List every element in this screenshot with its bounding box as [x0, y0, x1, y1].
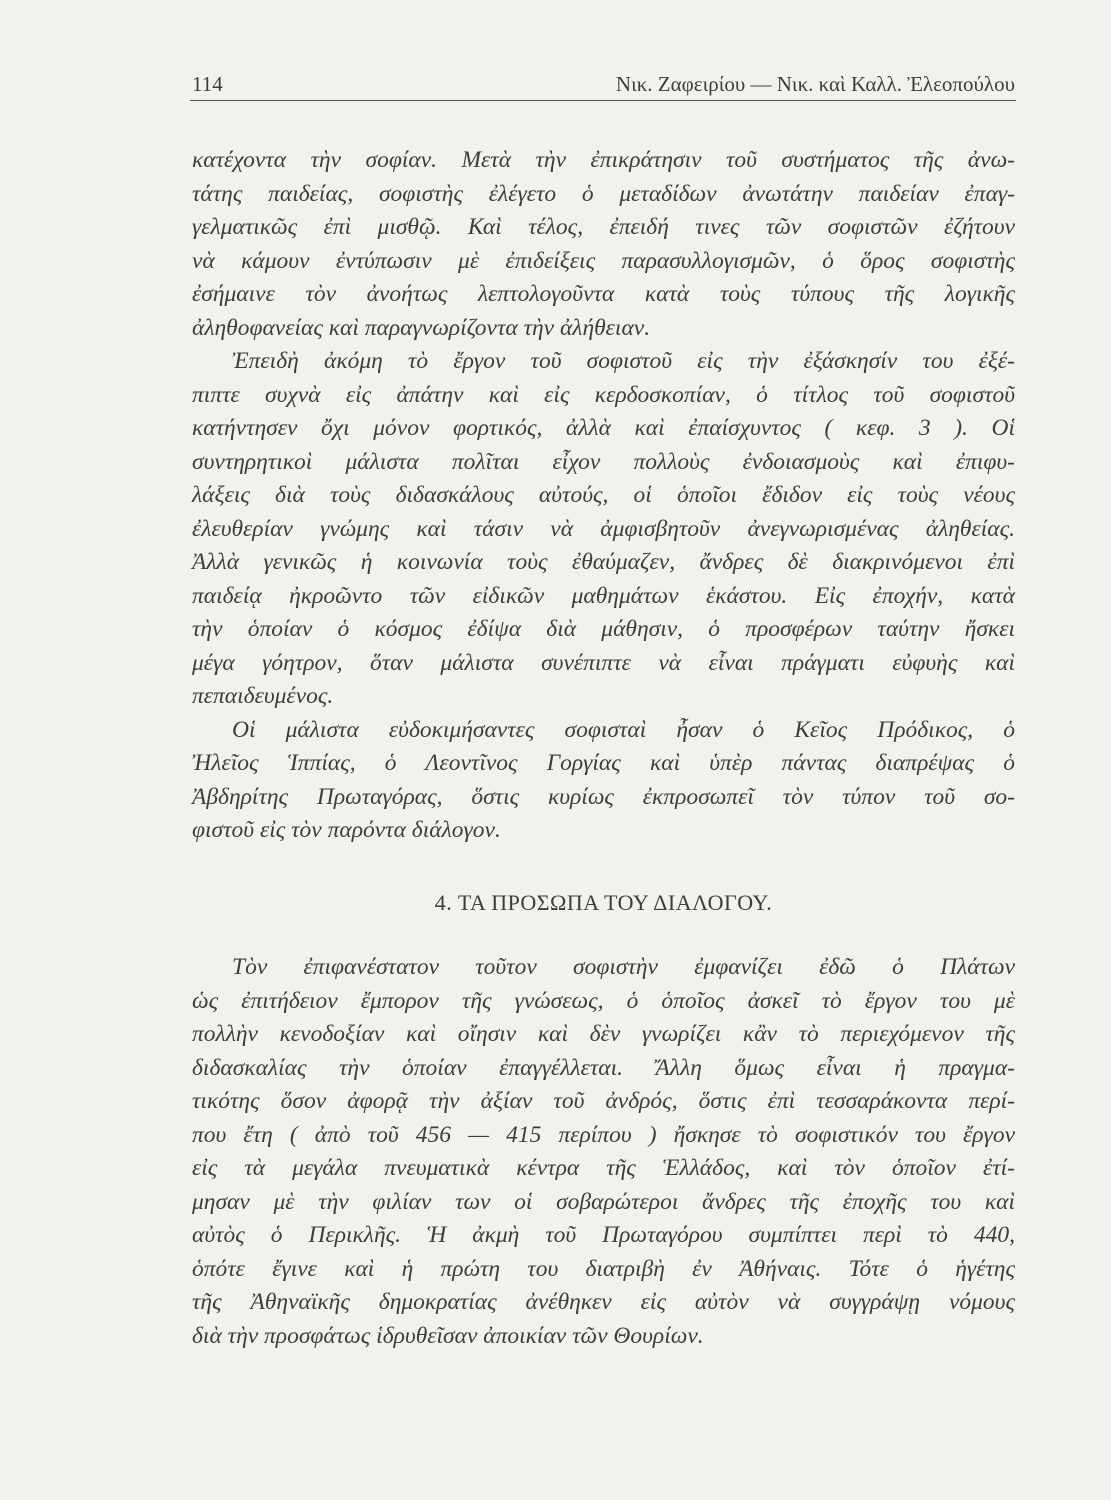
text-line: κατέχοντα τὴν σοφίαν. Μετὰ τὴν ἐπικράτησιν τοῦ συστήματος τῆς ἀνω-	[192, 147, 1015, 173]
text-line: αὐτὸς ὁ Περικλῆς. Ἡ ἀκμὴ τοῦ Πρωταγόρου συμπίπτει περὶ τὸ 440,	[192, 1222, 1015, 1248]
text-line: Ἠλεῖος Ἱππίας, ὁ Λεοντῖνος Γοργίας καὶ ὑπὲρ πάντας διαπρέψας ὁ	[192, 750, 1015, 776]
paragraph	[192, 951, 1015, 1353]
header-rule	[190, 100, 1016, 101]
paragraph	[192, 714, 1015, 848]
text-line: ὁπότε ἔγινε καὶ ἡ πρώτη του διατριβὴ ἐν Ἀθήναις. Τότε ὁ ἡγέτης	[192, 1255, 1015, 1282]
page-number: 114	[192, 72, 223, 96]
text-line: ἐλευθερίαν γνώμης καὶ τάσιν νὰ ἀμφισβητοῦν ἀνεγνωρισμένας ἀληθείας.	[192, 515, 1015, 542]
text-line: νὰ κάμουν ἐντύπωσιν μὲ ἐπιδείξεις παρασυλλογισμῶν, ὁ ὅρος σοφιστὴς	[192, 247, 1015, 274]
text-line: διὰ τὴν προσφάτως ἱδρυθεῖσαν ἀποικίαν τῶν Θουρίων.	[192, 1322, 704, 1349]
text-line: τάτης παιδείας, σοφιστὴς ἐλέγετο ὁ μεταδίδων ἀνωτάτην παιδείαν ἐπαγ-	[192, 180, 1015, 207]
text-line: Τὸν ἐπιφανέστατον τοῦτον σοφιστὴν ἐμφανίζει ἐδῶ ὁ Πλάτων	[232, 954, 1015, 980]
text-line: μέγα γόητρον, ὅταν μάλιστα συνέπιπτε νὰ εἶναι πράγματι εὐφυὴς καὶ	[192, 649, 1015, 676]
text-line: εἰς τὰ μεγάλα πνευματικὰ κέντρα τῆς Ἑλλάδος, καὶ τὸν ὁποῖον ἐτί-	[192, 1155, 1015, 1181]
text-line: που ἔτη ( ἀπὸ τοῦ 456 — 415 περίπου ) ἤσκησε τὸ σοφιστικόν του ἔργον	[192, 1121, 1015, 1148]
text-line: μησαν μὲ τὴν φιλίαν των οἱ σοβαρώτεροι ἄνδρες τῆς ἐποχῆς του καὶ	[192, 1188, 1015, 1215]
text-line: πιπτε συχνὰ εἰς ἀπάτην καὶ εἰς κερδοσκοπίαν, ὁ τίτλος τοῦ σοφιστοῦ	[192, 381, 1015, 408]
text-line: Ἀλλὰ γενικῶς ἡ κοινωνία τοὺς ἐθαύμαζεν, ἄνδρες δὲ διακρινόμενοι ἐπὶ	[192, 549, 1015, 575]
text-line: συντηρητικοὶ μάλιστα πολῖται εἶχον πολλοὺς ἐνδοιασμοὺς καὶ ἐπιφυ-	[192, 448, 1015, 475]
text-line: πολλὴν κενοδοξίαν καὶ οἴησιν καὶ δὲν γνωρίζει κἂν τὸ περιεχόμενον τῆς	[192, 1021, 1015, 1047]
text-line: λάξεις διὰ τοὺς διδασκάλους αὐτούς, οἱ ὁποῖοι ἔδιδον εἰς τοὺς νέους	[192, 482, 1015, 508]
text-line: παιδείᾳ ἠκροῶντο τῶν εἰδικῶν μαθημάτων ἑκάστου. Εἰς ἐποχήν, κατὰ	[192, 582, 1015, 609]
text-line: ὡς ἐπιτήδειον ἔμπορον τῆς γνώσεως, ὁ ὁποῖος ἀσκεῖ τὸ ἔργον του μὲ	[192, 987, 1015, 1014]
text-line: Ἀβδηρίτης Πρωταγόρας, ὅστις κυρίως ἐκπροσωπεῖ τὸν τύπον τοῦ σο-	[192, 783, 1015, 810]
body-text-lower	[192, 951, 1015, 1353]
text-line: Ἐπειδὴ ἀκόμη τὸ ἔργον τοῦ σοφιστοῦ εἰς τὴν ἐξάσκησίν του ἐξέ-	[232, 348, 1015, 374]
text-line: πεπαιδευμένος.	[192, 683, 334, 709]
paragraph	[192, 345, 1015, 714]
text-line: ἐσήμαινε τὸν ἀνοήτως λεπτολογοῦντα κατὰ τοὺς τύπους τῆς λογικῆς	[192, 281, 1015, 307]
text-line: Οἱ μάλιστα εὐδοκιμήσαντες σοφισταὶ ἦσαν ὁ Κεῖος Πρόδικος, ὁ	[232, 716, 1015, 743]
text-line: τικότης ὅσον ἀφορᾷ τὴν ἀξίαν τοῦ ἀνδρός, ὅστις ἐπὶ τεσσαράκοντα περί-	[192, 1088, 1015, 1114]
text-line: κατήντησεν ὄχι μόνον φορτικός, ἀλλὰ καὶ ἐπαίσχυντος ( κεφ. 3 ). Οἱ	[192, 415, 1015, 441]
body-text-upper	[192, 144, 1015, 848]
text-line: τῆς Ἀθηναϊκῆς δημοκρατίας ἀνέθηκεν εἰς αὐτὸν νὰ συγγράψῃ νόμους	[192, 1289, 1015, 1315]
text-line: φιστοῦ εἰς τὸν παρόντα διάλογον.	[192, 817, 501, 843]
section-heading: 4. ΤΑ ΠΡΟΣΩΠΑ ΤΟΥ ΔΙΑΛΟΓΟΥ.	[434, 890, 773, 915]
text-line: τὴν ὁποίαν ὁ κόσμος ἐδίψα διὰ μάθησιν, ὁ προσφέρων ταύτην ἤσκει	[192, 616, 1015, 642]
text-line: διδασκαλίας τὴν ὁποίαν ἐπαγγέλλεται. Ἄλλη ὅμως εἶναι ἡ πραγμα-	[192, 1054, 1015, 1081]
text-line: ἀληθοφανείας καὶ παραγνωρίζοντα τὴν ἀλήθειαν.	[192, 314, 651, 341]
running-head: Νικ. Ζαφειρίου — Νικ. καὶ Καλλ. Ἐλεοπούλου	[615, 72, 1015, 96]
text-line: γελματικῶς ἐπὶ μισθῷ. Καὶ τέλος, ἐπειδή τινες τῶν σοφιστῶν ἐζήτουν	[192, 214, 1015, 240]
paragraph	[192, 144, 1015, 345]
